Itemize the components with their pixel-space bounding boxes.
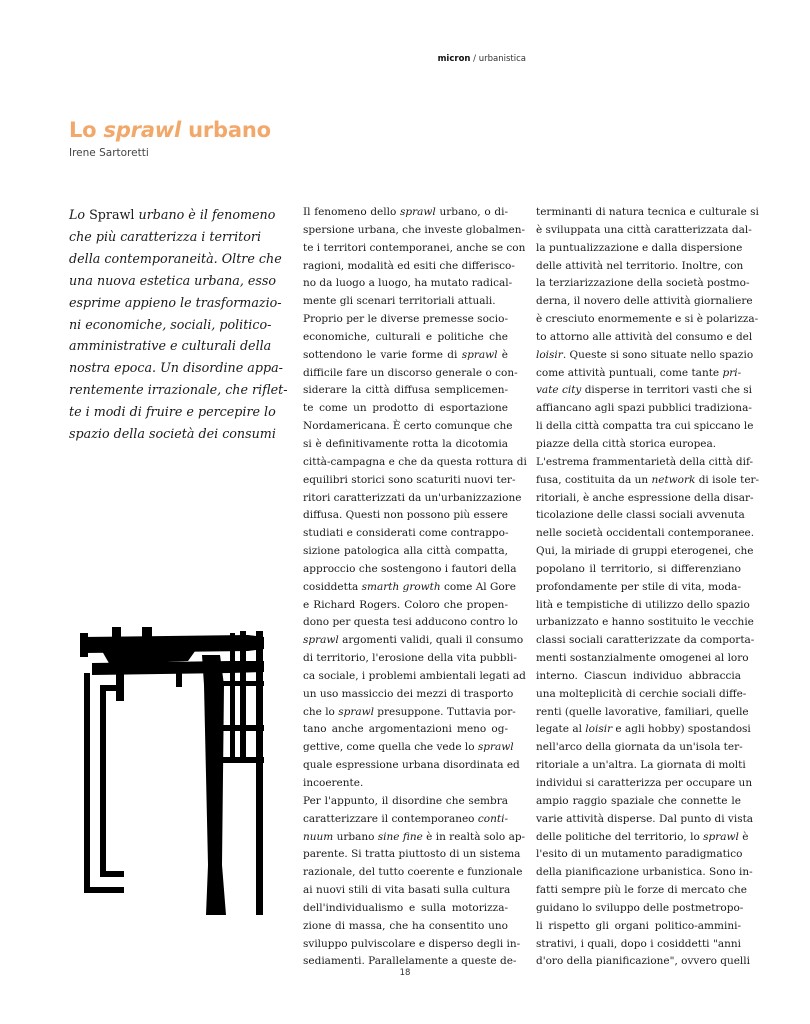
text-line	[536, 668, 741, 686]
text-line	[536, 632, 755, 650]
text-run: urbano, o di-	[435, 206, 508, 218]
text-run: Qui, la miriade di gruppi eterogenei, che	[536, 545, 754, 558]
italic-term: pri-	[722, 366, 742, 379]
text-run: ritoriali, è anche espressione della disar-	[536, 491, 754, 504]
text-line	[536, 240, 741, 258]
text-run: urbano è il fenomeno	[134, 207, 276, 222]
text-run: terminanti di natura tecnica e culturale si	[536, 206, 759, 218]
italic-term: sprawl	[461, 348, 498, 361]
text-run: d'oro della pianificazione", ovvero quelli	[536, 955, 751, 968]
text-run: dell'individualismo e sulla motorizza-	[303, 901, 508, 914]
text-run: urbano	[333, 830, 378, 843]
text-run: Proprio per le diverse premesse socio-	[303, 313, 508, 326]
text-line	[303, 400, 508, 418]
text-run: spersione urbana, che investe globalmen-	[303, 223, 526, 236]
text-run: li rispetto gli organi politico-ammini-	[536, 919, 741, 932]
text-run: argomenti validi, quali il consumo	[338, 634, 524, 647]
text-line	[536, 436, 741, 454]
text-run: to attorno alle attività del consumo e del	[536, 330, 753, 343]
text-line	[303, 204, 508, 222]
text-run: delle attività nel territorio. Inoltre, con	[536, 259, 744, 272]
text-line	[536, 365, 741, 383]
running-head	[0, 54, 526, 64]
text-run: studiati e considerati come contrappo-	[303, 527, 509, 540]
text-line	[69, 270, 277, 292]
text-line	[536, 614, 754, 632]
text-line	[69, 314, 274, 336]
text-run: è	[738, 830, 749, 843]
text-run: della pianificazione urbanistica. Sono in-	[536, 866, 753, 879]
text-run: fusa, costituita da un	[536, 473, 652, 486]
italic-term: loisir	[536, 348, 563, 361]
text-line	[536, 507, 745, 525]
italic-term: sprawl	[400, 206, 436, 218]
italic-term: sprawl	[703, 830, 739, 843]
text-line	[303, 597, 508, 615]
text-line	[303, 275, 513, 293]
text-line	[536, 275, 750, 293]
text-line	[303, 632, 524, 650]
article-abstract	[69, 204, 288, 445]
italic-term: smarth growth	[361, 580, 441, 593]
title-part-2: urbano	[181, 118, 271, 142]
text-line	[69, 204, 274, 226]
italic-term: sprawl	[303, 634, 339, 647]
text-run: ticolazione delle classi sociali avvenuta	[536, 509, 745, 522]
text-run: legate al	[536, 723, 586, 736]
text-run: nostra epoca. Un disordine appa-	[69, 360, 283, 376]
text-run: è in realtà solo ap-	[422, 830, 526, 843]
text-run: te i territori contemporanei, anche se con	[303, 241, 526, 254]
text-line	[536, 650, 749, 668]
text-line	[303, 507, 508, 525]
text-run: strativi, i quali, dopo i cosiddetti "anni	[536, 937, 741, 950]
text-run: sottendono le varie forme di	[303, 348, 462, 361]
article-title	[69, 118, 271, 142]
text-line	[536, 721, 751, 739]
running-head-separator: /	[470, 54, 479, 64]
text-run: ca sociale, i problemi ambientali legati ad	[303, 669, 526, 682]
text-line	[303, 365, 518, 383]
text-line	[536, 882, 748, 900]
section-name: urbanistica	[478, 54, 526, 64]
text-line	[303, 900, 508, 918]
italic-term: network	[651, 473, 696, 486]
text-run: l'esito di un mutamento paradigmatico	[536, 848, 743, 861]
text-run: dono per questa tesi adducono contro lo	[303, 616, 518, 629]
text-line	[536, 829, 749, 847]
text-run: è sviluppata una città caratterizzata dal-	[536, 223, 752, 236]
text-run: Il fenomeno dello	[303, 206, 401, 218]
text-line	[69, 423, 274, 445]
text-line	[536, 204, 759, 222]
text-run: cosiddetta	[303, 580, 362, 593]
text-run: menti sostanzialmente omogenei al loro	[536, 652, 749, 665]
text-line	[536, 311, 759, 329]
text-run: città-campagna e che da questa rottura di	[303, 455, 527, 468]
text-line	[303, 490, 522, 508]
text-line	[303, 240, 526, 258]
text-run: zione di massa, che ha consentito uno	[303, 919, 508, 932]
text-line	[536, 597, 750, 615]
body-column-1	[303, 204, 527, 971]
text-line	[303, 258, 515, 276]
text-run: di isole ter-	[695, 473, 760, 486]
text-line	[536, 472, 760, 490]
text-run: derna, il novero delle attività giornaliere	[536, 295, 753, 308]
text-run: L'estrema frammentarietà della città dif-	[536, 455, 754, 468]
text-run: te i modi di fruire e percepire lo	[69, 404, 276, 420]
text-line	[303, 686, 514, 704]
text-run: approccio che sostengono i fautori della	[303, 562, 517, 575]
text-line	[536, 347, 754, 365]
text-line	[536, 490, 754, 508]
text-line	[303, 918, 508, 936]
text-line	[303, 668, 526, 686]
text-line	[536, 936, 741, 954]
text-line	[303, 704, 516, 722]
text-line	[536, 579, 741, 597]
text-run: ritoriale a un'altra. La giornata di molti	[536, 759, 746, 772]
text-run: equilibri storici sono scaturiti nuovi ter-	[303, 473, 516, 486]
text-line	[536, 900, 744, 918]
text-line	[303, 757, 520, 775]
text-run: difficile fare un discorso generale o con-	[303, 366, 518, 379]
text-run: classi sociali caratterizzate da comporta-	[536, 634, 755, 647]
text-run: spazio della società dei consumi	[69, 426, 276, 442]
text-run: interno. Ciascun individuo abbraccia	[536, 669, 741, 682]
text-run: individui si caratterizza per occupare un	[536, 777, 753, 789]
text-run: e agli hobby) spostandosi	[612, 723, 751, 736]
text-line	[69, 292, 282, 314]
text-line	[69, 379, 288, 401]
text-line	[303, 721, 508, 739]
text-line	[536, 561, 741, 579]
text-run: razionale, del tutto coerente e funzionale	[303, 866, 523, 879]
italic-term: loisir	[585, 723, 613, 736]
text-run: sviluppo pulviscolare e disperso degli in-	[303, 937, 521, 950]
text-run: è	[497, 348, 508, 361]
text-line	[303, 829, 526, 847]
text-run: che più caratterizza i territori	[69, 228, 262, 244]
text-run: urbanizzato e hanno sostituito le vecchie	[536, 616, 754, 629]
black-structure-illustration-icon	[80, 625, 264, 915]
text-run: si è definitivamente rotta la dicotomia	[303, 437, 508, 450]
text-line	[303, 882, 511, 900]
text-run: piazze della città storica europea.	[536, 437, 717, 450]
text-run: nelle società occidentali contemporanee.	[536, 527, 755, 540]
text-line	[303, 382, 508, 400]
text-run: disperse in territori vasti che si	[581, 384, 753, 397]
text-run: economiche, culturali e politiche che	[303, 330, 508, 343]
text-run: lità e tempistiche di utilizzo dello spazio	[536, 598, 750, 611]
text-line	[303, 846, 521, 864]
text-run: rentemente irrazionale, che riflet-	[69, 382, 288, 398]
title-part-1: Lo	[69, 118, 104, 142]
text-run: Lo	[69, 207, 90, 222]
text-run: esprime appieno le trasformazio-	[69, 294, 282, 310]
text-run: diffusa. Questi non possono più essere	[303, 509, 508, 522]
text-line	[536, 543, 754, 561]
text-line	[536, 793, 741, 811]
text-line	[536, 757, 746, 775]
text-run: Per l'appunto, il disordine che sembra	[303, 794, 508, 807]
text-line	[536, 686, 747, 704]
text-line	[69, 248, 282, 270]
italic-term: conti-	[477, 812, 508, 825]
text-run: quale espressione urbana disordinata ed	[303, 759, 520, 772]
text-run: no da luogo a luogo, ha mutato radical-	[303, 277, 513, 290]
text-line	[536, 222, 752, 240]
text-run: . Queste si sono situate nello spazio	[562, 348, 754, 361]
text-run: ragioni, modalità ed esiti che differisco-	[303, 259, 515, 272]
text-line	[536, 418, 754, 436]
text-line	[536, 864, 753, 882]
text-line	[69, 335, 274, 357]
text-line	[303, 222, 526, 240]
text-line	[303, 650, 517, 668]
text-line	[303, 347, 508, 365]
text-line	[69, 226, 274, 248]
text-run: varie attività disperse. Dal punto di vista	[536, 812, 754, 825]
text-run: guidano lo sviluppo delle postmetropo-	[536, 901, 744, 914]
text-line	[303, 311, 508, 329]
italic-term: sine fine	[377, 830, 423, 843]
text-line	[69, 357, 283, 379]
text-run: ampio raggio spaziale che connette le	[536, 794, 741, 807]
text-line	[303, 739, 514, 757]
text-run: amministrative e culturali della	[69, 338, 272, 354]
text-line	[303, 579, 516, 597]
text-run: renti (quelle lavorative, familiari, quelle	[536, 705, 749, 718]
text-run: e Richard Rogers. Coloro che propen-	[303, 598, 508, 611]
text-line	[536, 400, 752, 418]
title-italic-word: sprawl	[103, 118, 181, 142]
text-run: sizione patologica alla città compatta,	[303, 545, 508, 558]
text-line	[536, 525, 755, 543]
text-run: mente gli scenari territoriali attuali.	[303, 295, 496, 308]
text-run: li della città compatta tra cui spiccano le	[536, 420, 754, 433]
text-run: sediamenti. Parallelamente a queste de-	[303, 955, 517, 968]
text-run: della contemporaneità. Oltre che	[69, 250, 282, 266]
body-column-2	[536, 204, 760, 971]
text-run: Nordamericana. È certo comunque che	[303, 420, 513, 433]
text-line	[536, 258, 744, 276]
text-line	[69, 401, 274, 423]
text-line	[536, 293, 753, 311]
text-line	[303, 561, 517, 579]
text-line	[536, 382, 753, 400]
text-run: delle politiche del territorio, lo	[536, 830, 704, 843]
text-run: siderare la città diffusa semplicemen-	[303, 384, 508, 397]
text-line	[536, 811, 754, 829]
text-line	[303, 472, 516, 490]
page-number: 18	[399, 968, 411, 978]
text-line	[303, 793, 508, 811]
text-run: una nuova estetica urbana, esso	[69, 272, 277, 288]
text-line	[303, 418, 513, 436]
article-author: Irene Sartoretti	[69, 147, 149, 159]
text-run: incoerente.	[303, 777, 364, 789]
text-line	[303, 454, 527, 472]
text-run: te come un prodotto di esportazione	[303, 402, 508, 415]
text-run: fatti sempre più le forze di mercato che	[536, 884, 748, 897]
italic-term: vate city	[536, 384, 582, 397]
text-line	[536, 846, 741, 864]
italic-term: nuum	[303, 830, 334, 843]
text-line	[303, 329, 508, 347]
text-line	[536, 775, 753, 793]
text-run: di territorio, l'erosione della vita pubbli-	[303, 652, 517, 665]
text-run: come Al Gore	[440, 580, 516, 593]
text-run: un uso massiccio dei mezzi di trasporto	[303, 687, 514, 700]
text-line	[303, 525, 508, 543]
text-run: nell'arco della giornata da un'isola ter-	[536, 741, 743, 754]
text-run: che lo	[303, 705, 339, 718]
text-run: la terziarizzazione della società postmo-	[536, 277, 750, 290]
magazine-name: micron	[437, 54, 471, 64]
text-line	[303, 775, 508, 793]
text-line	[536, 739, 741, 757]
text-run: la puntualizzazione e dalla dispersione	[536, 241, 743, 254]
text-run: ni economiche, sociali, politico-	[69, 316, 272, 332]
text-line	[536, 918, 741, 936]
text-run: gettive, come quella che vede lo	[303, 741, 478, 754]
text-line	[303, 811, 508, 829]
text-line	[536, 704, 749, 722]
text-run: caratterizzare il contemporaneo	[303, 812, 478, 825]
text-line	[303, 864, 523, 882]
text-line	[303, 436, 508, 454]
text-run: affiancano agli spazi pubblici tradiziona-	[536, 402, 752, 415]
text-line	[303, 614, 518, 632]
text-run: una molteplicità di cerchie sociali diffe-	[536, 687, 747, 700]
text-run: tano anche argomentazioni meno og-	[303, 723, 508, 736]
italic-term: sprawl	[477, 741, 514, 754]
text-line	[303, 543, 508, 561]
text-run: come attività puntuali, come tante	[536, 366, 723, 379]
text-run: è cresciuto enormemente e si è polarizza-	[536, 313, 759, 326]
text-run: profondamente per stile di vita, moda-	[536, 580, 741, 593]
text-line	[303, 936, 521, 954]
text-line	[536, 454, 754, 472]
text-run: ritori caratterizzati da un'urbanizzazione	[303, 491, 522, 504]
text-run: Sprawl	[89, 207, 135, 222]
text-line	[303, 293, 508, 311]
text-run: parente. Si tratta piuttosto di un sistema	[303, 848, 521, 861]
text-run: ai nuovi stili di vita basati sulla cultura	[303, 884, 511, 897]
italic-term: sprawl	[338, 705, 374, 718]
text-run: presuppone. Tuttavia por-	[373, 705, 516, 718]
text-run: popolano il territorio, si differenziano	[536, 562, 741, 575]
text-line	[536, 329, 753, 347]
